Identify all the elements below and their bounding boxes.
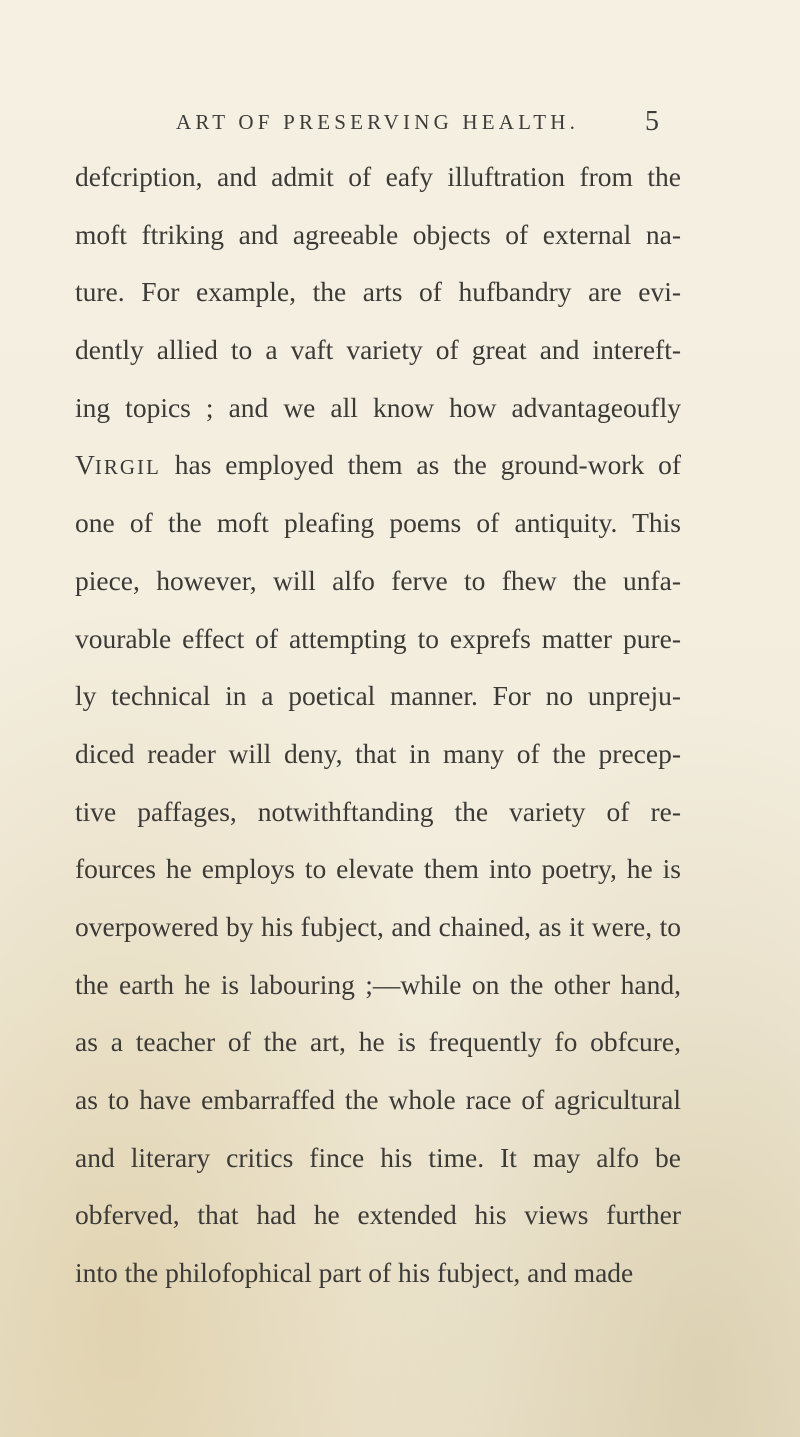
text-line: moft ftriking and agreeable objects of external na- bbox=[75, 218, 681, 250]
text-line: ture. For example, the arts of hufbandry are evi- bbox=[75, 276, 681, 308]
text-line: piece, however, will alfo ferve to fhew the unfa- bbox=[75, 564, 681, 596]
text-line: and literary critics fince his time. It may alfo be bbox=[75, 1141, 681, 1173]
text-line: defcription, and admit of eafy illuftration from the bbox=[75, 161, 681, 192]
text-line: dently allied to a vaft variety of great and intereft- bbox=[75, 334, 681, 366]
text-line: obferved, that had he extended his views further bbox=[75, 1199, 681, 1231]
text-line: diced reader will deny, that in many of the precep- bbox=[75, 737, 681, 769]
text-line: as a teacher of the art, he is frequently fo obfcure, bbox=[75, 1026, 681, 1058]
text-line-remainder: has employed them as the ground-work of bbox=[174, 449, 682, 481]
text-line: one of the moft pleafing poems of antiquity. This bbox=[75, 507, 681, 539]
virgil-small-caps: IRGIL bbox=[94, 455, 161, 480]
virgil-initial: V bbox=[75, 449, 95, 481]
page-number: 5 bbox=[645, 106, 659, 137]
text-line-virgil bbox=[75, 436, 681, 494]
text-line: into the philofophical part of his fubject, and made bbox=[75, 1257, 634, 1289]
text-line: ly technical in a poetical manner. For no unpreju- bbox=[75, 680, 681, 712]
text-line: fources he employs to elevate them into poetry, he is bbox=[75, 853, 681, 885]
body-text bbox=[75, 148, 695, 1302]
running-title: ART OF PRESERVING HEALTH. bbox=[176, 110, 580, 134]
text-line: tive paffages, notwithftanding the variety of re- bbox=[75, 795, 681, 827]
text-line: the earth he is labouring ;—while on the other hand, bbox=[75, 968, 681, 1000]
text-line: as to have embarraffed the whole race of agricultural bbox=[75, 1084, 681, 1115]
text-line: overpowered by his fubject, and chained, as it were, to bbox=[75, 910, 681, 942]
running-head bbox=[0, 104, 800, 144]
text-line: vourable effect of attempting to exprefs matter pure- bbox=[75, 622, 681, 654]
text-line: ing topics ; and we all know how advantageoufly bbox=[75, 391, 681, 423]
